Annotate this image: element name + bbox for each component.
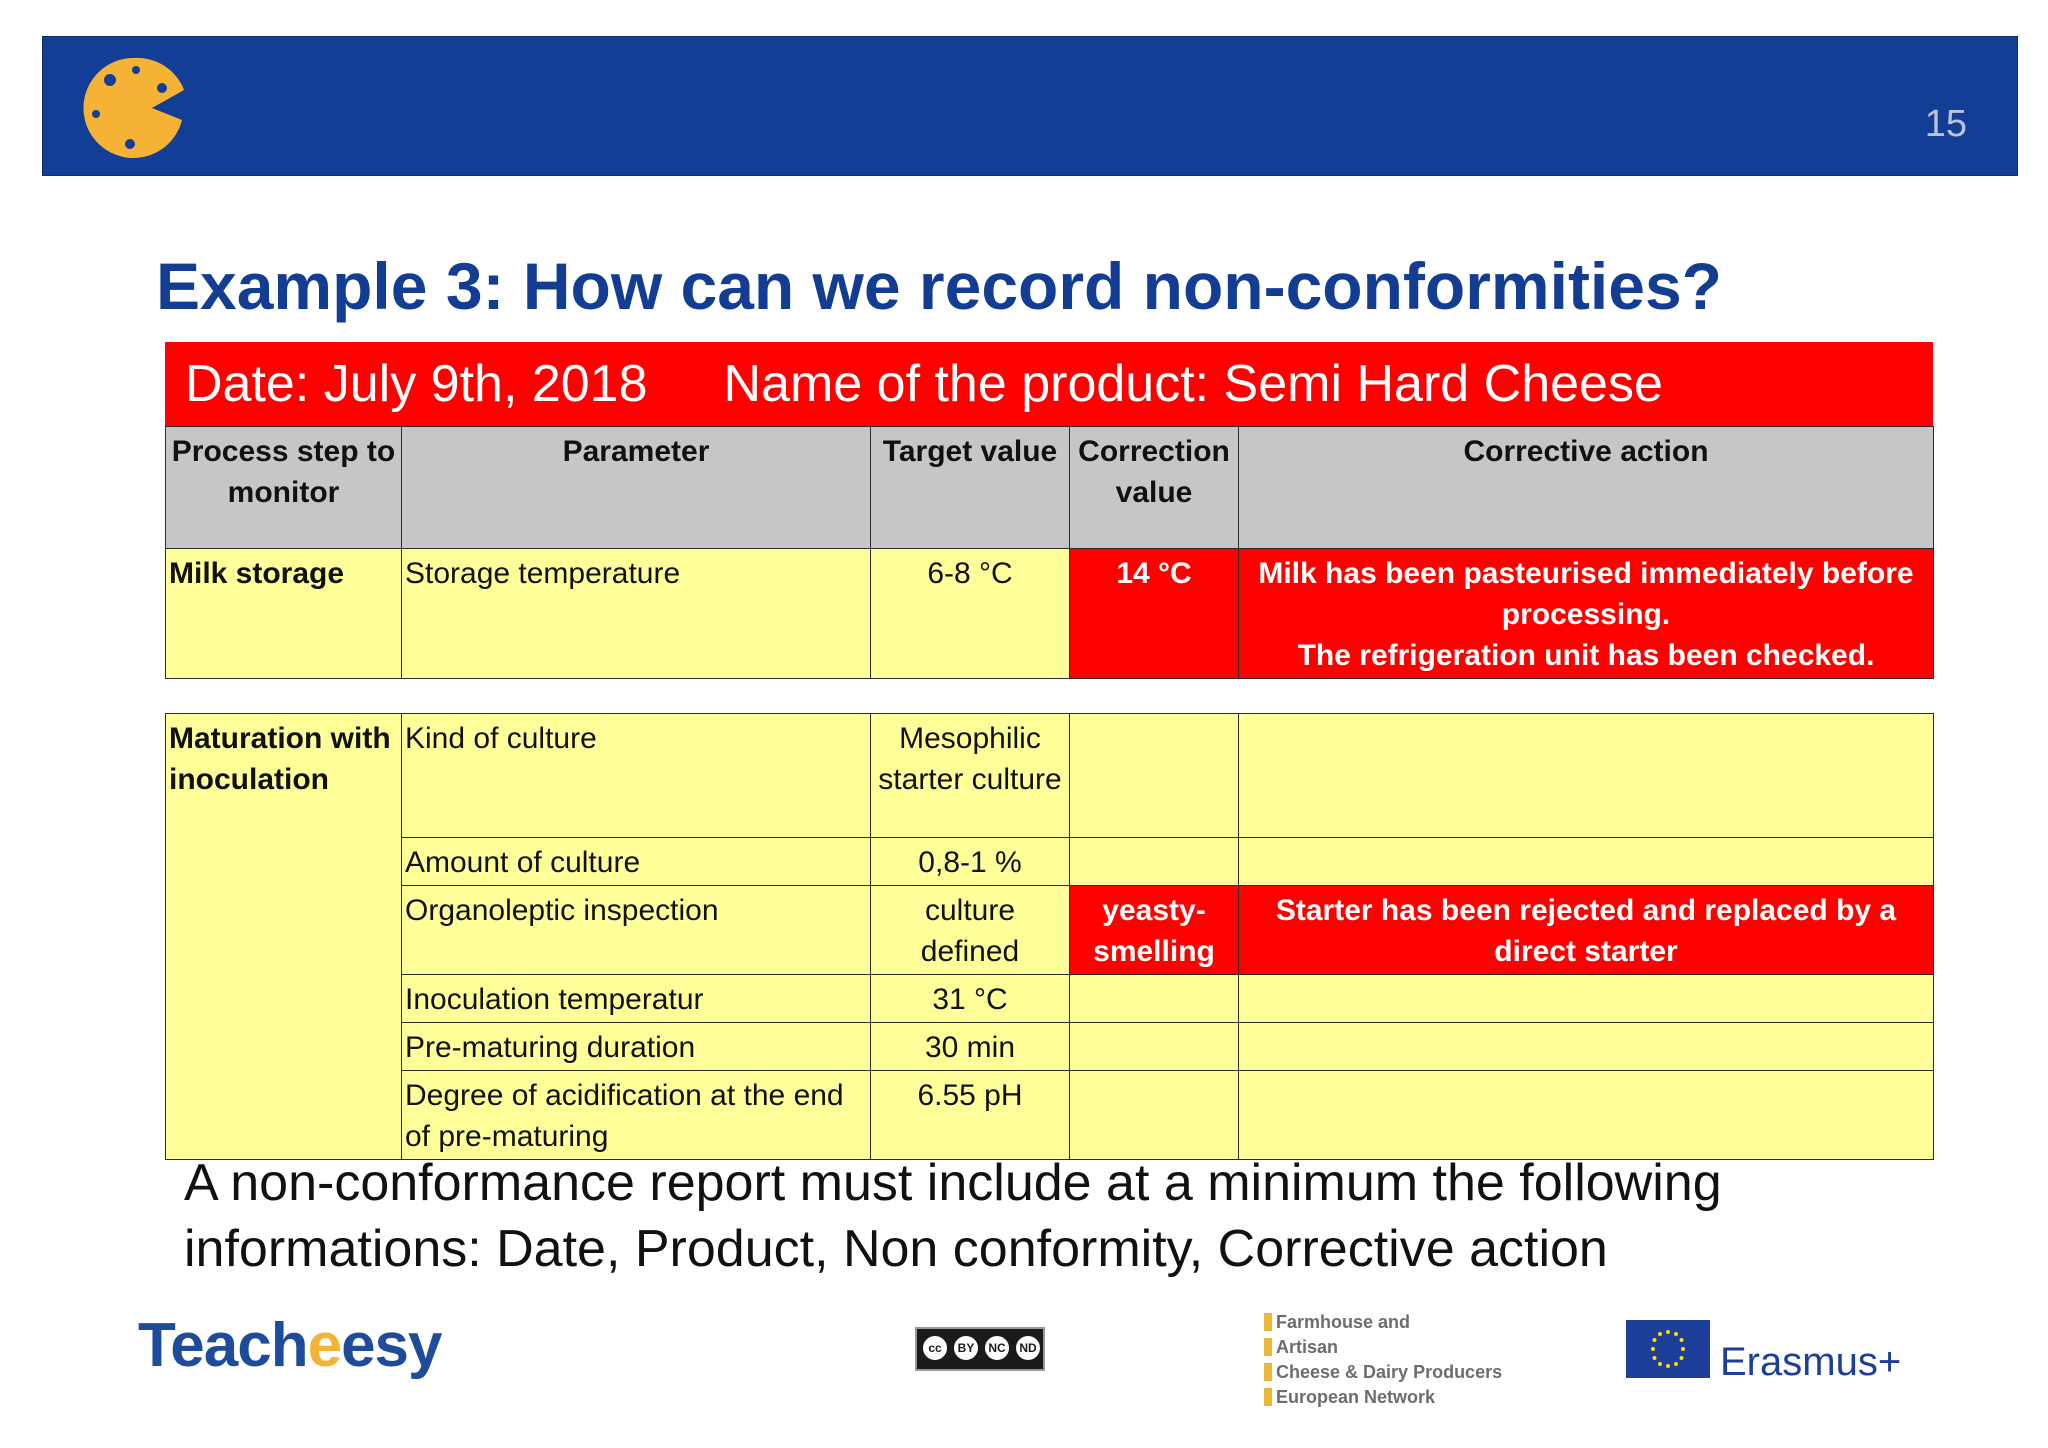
parameter-cell: Organoleptic inspection [402, 886, 871, 975]
action-cell [1239, 1071, 1934, 1160]
target-cell: 6-8 °C [871, 549, 1070, 679]
cc-by-icon: BY [952, 1334, 980, 1362]
action-cell [1239, 838, 1934, 886]
summary-note: A non-conformance report must include at a minimum the following informations: Date, Product, Non conformity, Corrective action [184, 1154, 1722, 1278]
banner-date: Date: July 9th, 2018 [185, 355, 648, 413]
table-row [166, 838, 1934, 886]
banner-product: Name of the product: Semi Hard Cheese [723, 355, 1663, 413]
correction-cell [1070, 714, 1239, 838]
header-correction: Correction value [1070, 427, 1239, 549]
date-product-banner [165, 342, 1933, 426]
creative-commons-badge [915, 1327, 1045, 1371]
table-header-row [166, 427, 1934, 549]
erasmus-logo-text: Erasmus+ [1720, 1340, 1902, 1384]
slide-title: Example 3: How can we record non-conformities? [156, 249, 1722, 323]
parameter-cell: Storage temperature [402, 549, 871, 679]
teacheesy-accent: e [307, 1311, 342, 1380]
teacheesy-text: esy [341, 1311, 442, 1380]
action-line: The refrigeration unit has been checked. [1297, 639, 1875, 672]
parameter-cell: Degree of acidification at the end of pre-maturing [402, 1071, 871, 1160]
correction-cell: 14 °C [1070, 549, 1239, 679]
correction-cell [1070, 975, 1239, 1023]
farm-logo-line: Artisan [1276, 1337, 1339, 1357]
action-cell: Starter has been rejected and replaced by a direct starter [1239, 886, 1934, 975]
table-row [166, 1071, 1934, 1160]
farmhouse-network-logo [1264, 1310, 1502, 1410]
action-cell [1239, 975, 1934, 1023]
teacheesy-text: Teach [138, 1311, 308, 1380]
target-cell: Mesophilic starter culture [871, 714, 1070, 838]
header-bar [42, 36, 2018, 176]
header-action: Corrective action [1239, 427, 1934, 549]
parameter-cell: Amount of culture [402, 838, 871, 886]
correction-cell: yeasty-smelling [1070, 886, 1239, 975]
cc-nd-icon: ND [1014, 1334, 1042, 1362]
target-cell: 31 °C [871, 975, 1070, 1023]
milk-storage-table [165, 426, 1934, 679]
table-row [166, 549, 1934, 679]
action-cell [1239, 1023, 1934, 1071]
target-cell: 30 min [871, 1023, 1070, 1071]
header-step: Process step to monitor [166, 427, 402, 549]
correction-cell [1070, 1071, 1239, 1160]
step-cell: Maturation with inoculation [166, 714, 402, 1160]
cheese-logo-icon [78, 52, 190, 164]
correction-cell [1070, 838, 1239, 886]
action-cell [1239, 549, 1934, 679]
cc-nc-icon: NC [983, 1334, 1011, 1362]
table-row [166, 1023, 1934, 1071]
parameter-cell: Inoculation temperatur [402, 975, 871, 1023]
action-line: Milk has been pasteurised immediately before processing. [1258, 557, 1914, 631]
table-row [166, 975, 1934, 1023]
header-target: Target value [871, 427, 1070, 549]
teacheesy-logo [138, 1310, 442, 1381]
correction-cell [1070, 1023, 1239, 1071]
cc-icon: cc [921, 1334, 949, 1362]
target-cell: 0,8-1 % [871, 838, 1070, 886]
action-cell [1239, 714, 1934, 838]
step-cell: Milk storage [166, 549, 402, 679]
header-parameter: Parameter [402, 427, 871, 549]
table-row [166, 886, 1934, 975]
target-cell: 6.55 pH [871, 1071, 1070, 1160]
parameter-cell: Pre-maturing duration [402, 1023, 871, 1071]
farm-logo-line: Farmhouse and [1276, 1312, 1411, 1332]
parameter-cell: Kind of culture [402, 714, 871, 838]
target-cell: culture defined [871, 886, 1070, 975]
eu-flag-icon [1626, 1320, 1710, 1378]
table-row [166, 714, 1934, 838]
maturation-table [165, 713, 1934, 1160]
farm-logo-line: European Network [1276, 1387, 1436, 1407]
farm-logo-line: Cheese & Dairy Producers [1276, 1362, 1503, 1382]
page-number: 15 [1924, 103, 1967, 145]
